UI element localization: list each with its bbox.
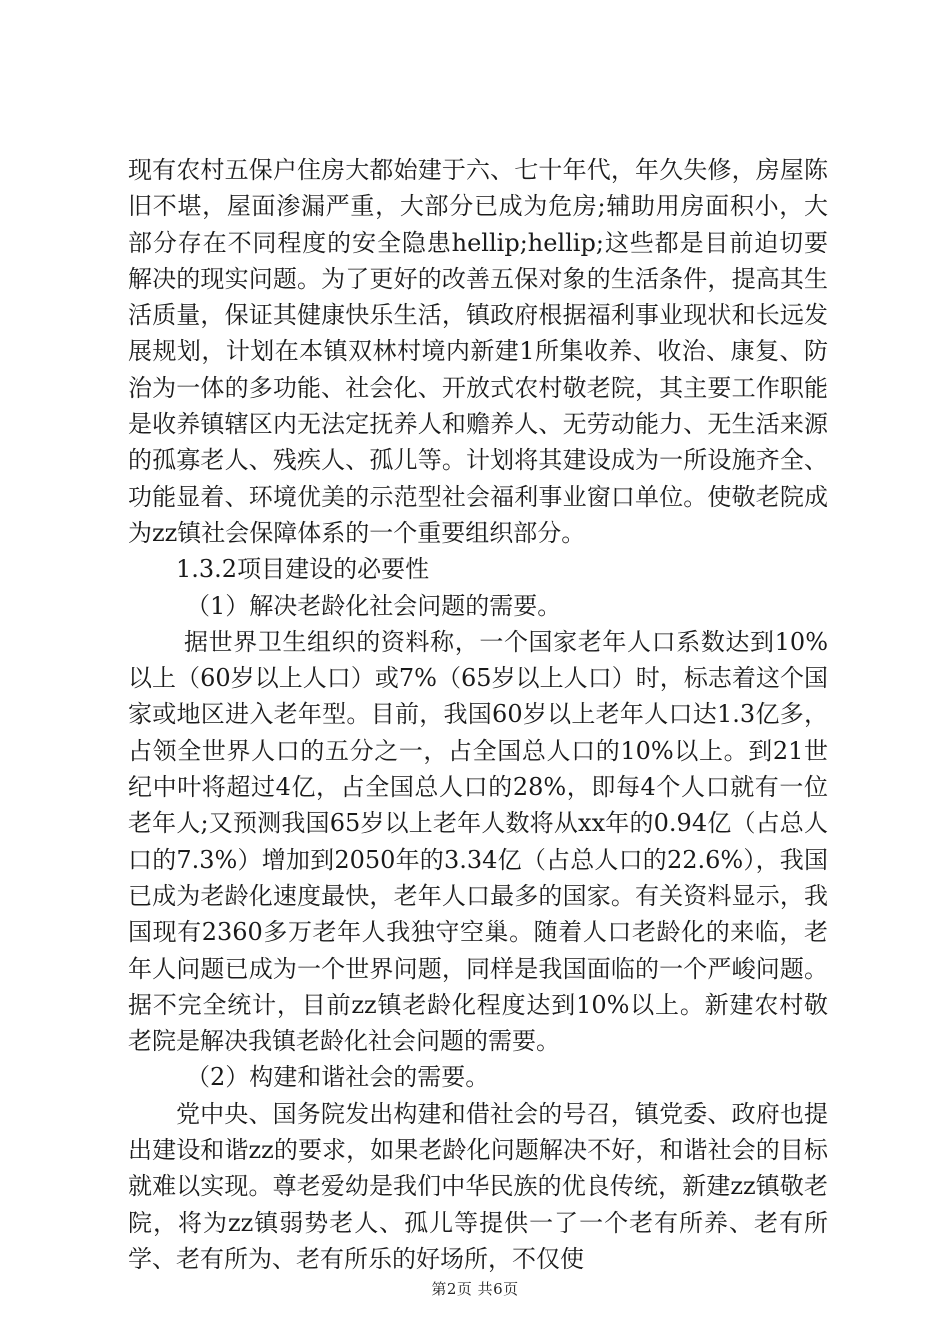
page-footer: 第2页 共6页 <box>431 1280 519 1298</box>
subheading-harmony: （2）构建和谐社会的需要。 <box>186 1063 490 1092</box>
paragraph-aging: 据世界卫生组织的资料称，一个国家老年人口系数达到10%以上（60岁以上人口）或7%（65岁以上人口）时，标志着这个国家或地区进入老年型。目前，我国60岁以上老年人口达1.3亿多，占领全世界人口的五分之一，占全国总人口的10%以上。到21世纪中叶将超过4亿，占全国总人口的28%，即每4个人口就有一位老年人;又预测我国65岁以上老年人数将从xx年的0.94亿（占总人口的7.3%）增加到2050年的3.34亿（占总人口的22.6%），我国已成为老龄化速度最快，老年人口最多的国家。有关资料显示，我国现有2360多万老年人我独守空巢。随着人口老龄化的来临，老年人问题已成为一个世界问题，同样是我国面临的一个严峻问题。据不完全统计，目前zz镇老龄化程度达到10%以上。新建农村敬老院是解决我镇老龄化社会问题的需要。 <box>128 627 828 1056</box>
paragraph-intro: 现有农村五保户住房大都始建于六、七十年代，年久失修，房屋陈旧不堪，屋面渗漏严重，大部分已成为危房;辅助用房面积小，大部分存在不同程度的安全隐患hellip;hellip;这些都是目前迫切要解决的现实问题。为了更好的改善五保对象的生活条件，提高其生活质量，保证其健康快乐生活，镇政府根据福利事业现状和长远发展规划，计划在本镇双林村境内新建1所集收养、收治、康复、防治为一体的多功能、社会化、开放式农村敬老院，其主要工作职能是收养镇辖区内无法定抚养人和赡养人、无劳动能力、无生活来源的孤寡老人、残疾人、孤儿等。计划将其建设成为一所设施齐全、功能显着、环境优美的示范型社会福利事业窗口单位。使敬老院成为zz镇社会保障体系的一个重要组织部分。 <box>128 156 828 547</box>
subheading-aging: （1）解决老龄化社会问题的需要。 <box>186 591 562 620</box>
paragraph-harmony: 党中央、国务院发出构建和借社会的号召，镇党委、政府也提出建设和谐zz的要求，如果老龄化问题解决不好，和谐社会的目标就难以实现。尊老爱幼是我们中华民族的优良传统，新建zz镇敬老院，将为zz镇弱势老人、孤儿等提供一了一个老有所养、老有所学、老有所为、老有所乐的好场所，不仅使 <box>128 1099 828 1273</box>
document-body <box>128 152 828 1277</box>
section-heading: 1.3.2项目建设的必要性 <box>176 555 430 584</box>
